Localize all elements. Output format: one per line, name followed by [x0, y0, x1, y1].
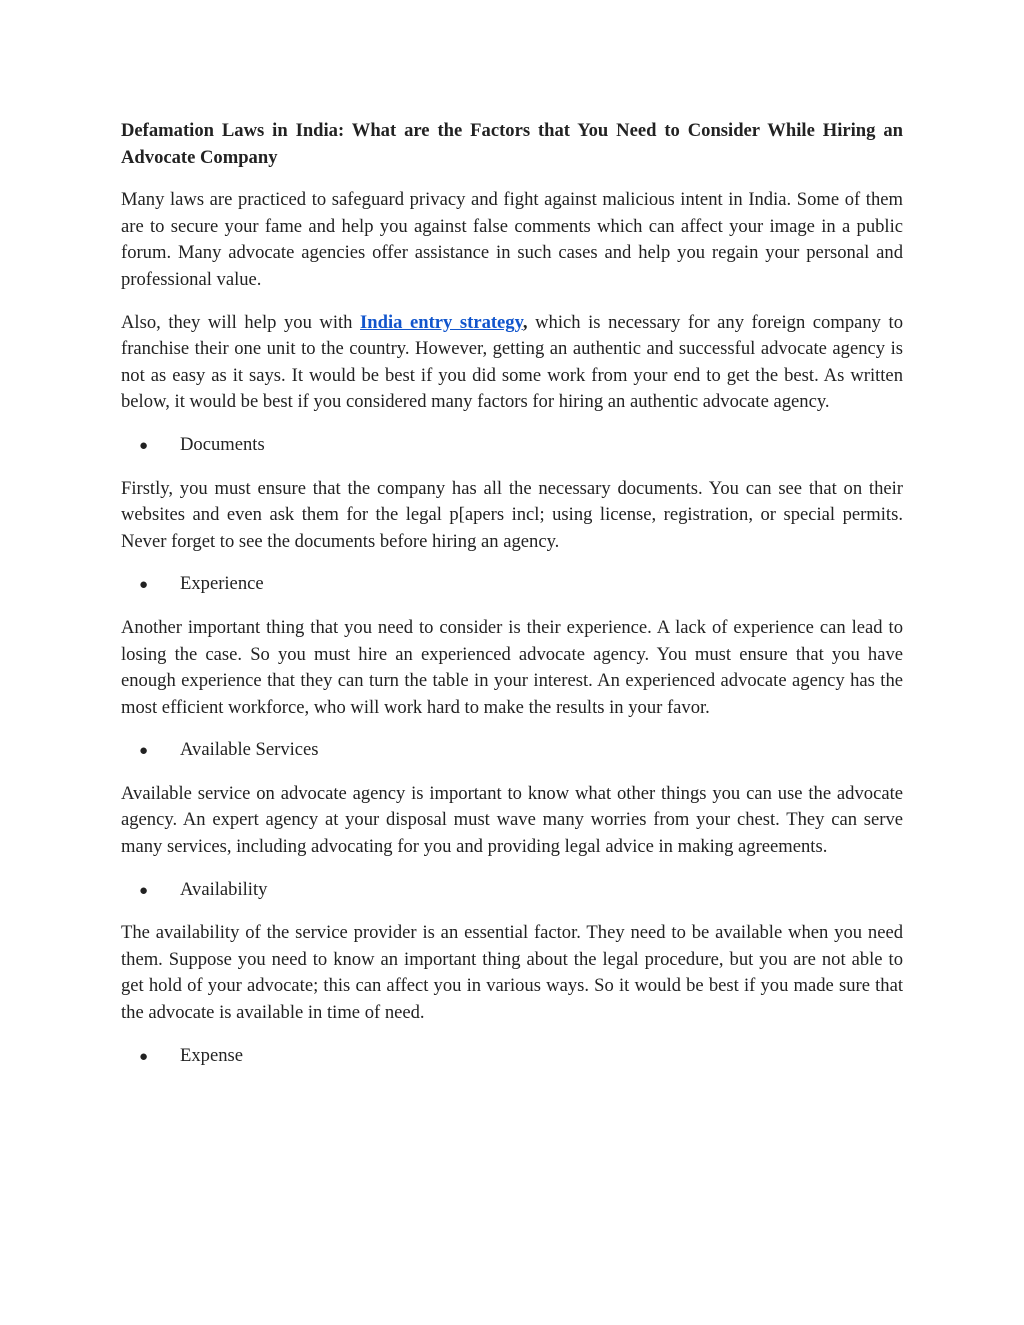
- link-comma: ,: [522, 311, 528, 333]
- bullet-label: Documents: [180, 433, 265, 455]
- bullet-dot-icon: ●: [139, 743, 149, 760]
- document-title: Defamation Laws in India: What are the Factors that You Need to Consider While Hiring an Advocate Company: [121, 120, 903, 168]
- paragraph-documents: Firstly, you must ensure that the company has all the necessary documents. You can see that on their websites and even ask them for the legal p[apers incl; using license, registration, or special permits. Never forget to see the documents before hiring an agency.: [121, 477, 903, 552]
- paragraph-availability: The availability of the service provider is an essential factor. They need to be available when you need them. Suppose you need to know an important thing about the legal procedure, but you are not able to get hold of your advocate; this can affect you in various ways. So it would be best if you made sure that the advocate is available in time of need.: [121, 922, 903, 1024]
- bullet-availability: [121, 877, 903, 905]
- bullet-dot-icon: ●: [139, 577, 149, 594]
- bullet-documents: [121, 432, 903, 460]
- paragraph-text-after-link: which is necessary for any foreign company to franchise their one unit to the country. However, getting an authentic and successful advocate agency is not as easy as it says. It would be best if you did some work from your end to get the best. As written below, it would be best if you considered many factors for hiring an authentic advocate agency.: [121, 311, 903, 413]
- bullet-label: Expense: [180, 1044, 243, 1066]
- bullet-label: Experience: [180, 573, 264, 595]
- bullet-dot-icon: ●: [139, 1048, 149, 1065]
- paragraph-experience: Another important thing that you need to consider is their experience. A lack of experience can lead to losing the case. So you must hire an experienced advocate agency. You must ensure that you have enough experience that they can turn the table in your interest. An experienced advocate agency has the most efficient workforce, who will work hard to make the results in your favor.: [121, 616, 903, 718]
- bullet-label: Availability: [180, 878, 268, 900]
- bullet-available-services: [121, 737, 903, 765]
- bullet-dot-icon: ●: [139, 437, 149, 454]
- paragraph-intro: Many laws are practiced to safeguard privacy and fight against malicious intent in India. Some of them are to secure your fame and help you against false comments which can affect your image in a public forum. Many advocate agencies offer assistance in such cases and help you regain your personal and professional value.: [121, 189, 903, 290]
- india-entry-strategy-link[interactable]: India entry strategy: [360, 311, 523, 333]
- bullet-label: Available Services: [180, 739, 319, 761]
- paragraph-available-services: Available service on advocate agency is important to know what other things you can use the advocate agency. An expert agency at your disposal must wave many worries from your chest. They can serve many services, including advocating for you and providing legal advice in making agreements.: [121, 782, 903, 858]
- paragraph-text-before-link: Also, they will help you with: [121, 311, 361, 333]
- paragraph-entry-strategy: [121, 310, 903, 416]
- document-page: [121, 118, 903, 1086]
- bullet-expense: [121, 1043, 903, 1071]
- bullet-dot-icon: ●: [139, 882, 149, 899]
- bullet-experience: [121, 571, 903, 599]
